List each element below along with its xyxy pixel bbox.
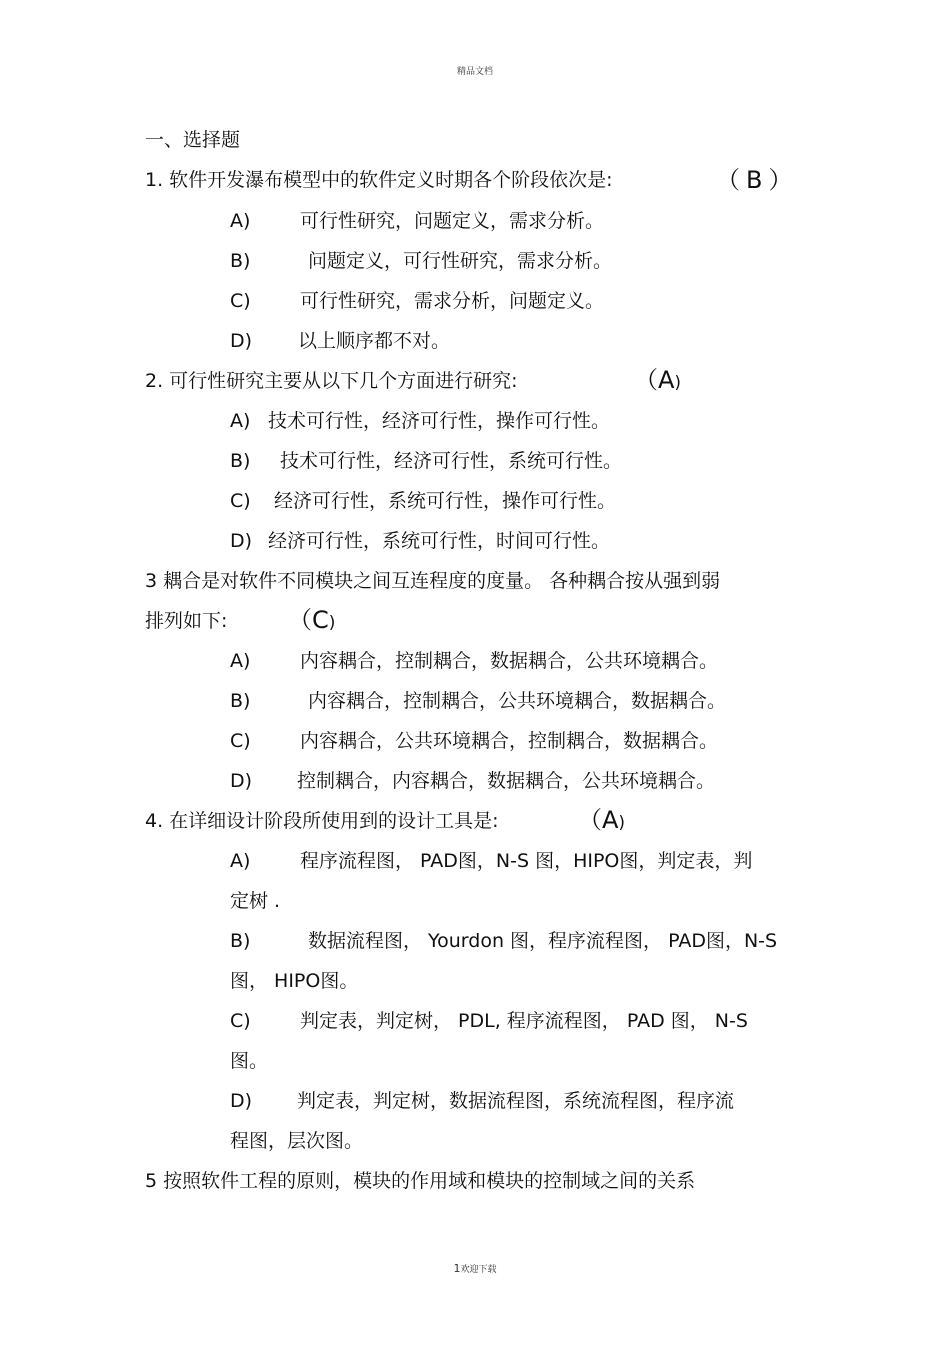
option-text: 判定表，判定树，数据流程图，系统流程图，程序流	[297, 1090, 735, 1112]
option-3b	[230, 689, 726, 713]
option-text: 可行性研究，需求分析，问题定义。	[300, 290, 605, 312]
option-text: 可行性研究，问题定义，需求分析。	[300, 210, 605, 232]
answer-close-paren: ）	[768, 166, 793, 194]
option-label: C)	[230, 290, 251, 312]
question-3-text-line1: 3 耦合是对软件不同模块之间互连程度的度量。 各种耦合按从强到弱	[145, 570, 721, 592]
question-1-text: 1. 软件开发瀑布模型中的软件定义时期各个阶段依次是:	[145, 169, 613, 191]
option-text: 以上顺序都不对。	[298, 330, 451, 352]
answer-open-paren: （	[716, 166, 740, 194]
option-text: 内容耦合，控制耦合，数据耦合，公共环境耦合。	[300, 650, 719, 672]
option-2c	[230, 489, 616, 513]
option-label: C)	[230, 730, 251, 752]
answer-open-paren: （	[578, 806, 602, 834]
option-text: 问题定义，可行性研究，需求分析。	[308, 250, 613, 272]
option-text: 判定表，判定树， PDL, 程序流程图， PAD 图， N-S	[300, 1010, 748, 1032]
option-2a	[230, 409, 610, 433]
option-4b-continued: 图， HIPO图。	[230, 970, 359, 992]
answer-letter: B	[746, 166, 763, 194]
option-label: A)	[230, 410, 251, 432]
option-2d	[230, 529, 610, 553]
option-3a	[230, 649, 718, 673]
option-1d	[230, 329, 450, 353]
answer-close-paren: )	[618, 813, 626, 833]
option-4a	[230, 849, 752, 873]
option-label: C)	[230, 1010, 251, 1032]
option-label: D)	[230, 770, 253, 792]
answer-open-paren: （	[634, 366, 658, 394]
page-footer	[0, 1262, 950, 1275]
option-text: 内容耦合，控制耦合，公共环境耦合，数据耦合。	[308, 690, 727, 712]
option-3d	[230, 769, 715, 793]
answer-close-paren: )	[674, 373, 682, 393]
answer-letter: C	[312, 606, 329, 634]
option-label: C)	[230, 490, 251, 512]
question-2-answer	[634, 366, 681, 397]
answer-letter: A	[658, 366, 675, 394]
option-text: 内容耦合，公共环境耦合，控制耦合，数据耦合。	[300, 730, 719, 752]
option-1c	[230, 289, 604, 313]
option-1b	[230, 249, 612, 273]
answer-close-paren: )	[328, 613, 336, 633]
option-label: D)	[230, 330, 253, 352]
option-label: B)	[230, 450, 251, 472]
question-4-answer	[578, 806, 625, 837]
option-4b	[230, 929, 777, 953]
option-text: 控制耦合，内容耦合，数据耦合，公共环境耦合。	[297, 770, 716, 792]
answer-letter: A	[602, 806, 619, 834]
page-header: 精品文档	[456, 67, 493, 77]
option-4d	[230, 1089, 734, 1113]
option-text: 技术可行性，经济可行性，系统可行性。	[280, 450, 623, 472]
option-label: D)	[230, 530, 253, 552]
question-3-answer	[288, 606, 335, 637]
option-text: 程序流程图， PAD图，N-S 图，HIPO图，判定表，判	[300, 850, 753, 872]
question-1-answer	[716, 166, 792, 194]
option-1a	[230, 209, 604, 233]
question-5-text: 5 按照软件工程的原则，模块的作用域和模块的控制域之间的关系	[145, 1170, 696, 1192]
option-text: 数据流程图， Yourdon 图，程序流程图， PAD图，N-S	[308, 930, 778, 952]
option-4a-continued: 定树 .	[230, 890, 281, 912]
question-2-text: 2. 可行性研究主要从以下几个方面进行研究:	[145, 370, 518, 392]
option-label: B)	[230, 250, 251, 272]
option-4c	[230, 1009, 748, 1033]
section-title: 一、选择题	[145, 129, 241, 151]
option-text: 经济可行性，系统可行性，操作可行性。	[274, 490, 617, 512]
answer-open-paren: （	[288, 606, 312, 634]
option-label: B)	[230, 930, 251, 952]
option-label: A)	[230, 650, 251, 672]
option-label: B)	[230, 690, 251, 712]
option-text: 技术可行性，经济可行性，操作可行性。	[268, 410, 611, 432]
option-label: D)	[230, 1090, 253, 1112]
option-2b	[230, 449, 622, 473]
question-3-text-line2: 排列如下:	[145, 610, 228, 632]
option-text: 经济可行性，系统可行性，时间可行性。	[268, 530, 611, 552]
option-label: A)	[230, 210, 251, 232]
page-number: 1	[453, 1262, 461, 1275]
footer-text: 欢迎下载	[460, 1265, 497, 1275]
option-3c	[230, 729, 718, 753]
question-4-text: 4. 在详细设计阶段所使用到的设计工具是:	[145, 810, 499, 832]
option-4d-continued: 程图，层次图。	[230, 1130, 364, 1152]
option-4c-continued: 图。	[230, 1050, 269, 1072]
option-label: A)	[230, 850, 251, 872]
